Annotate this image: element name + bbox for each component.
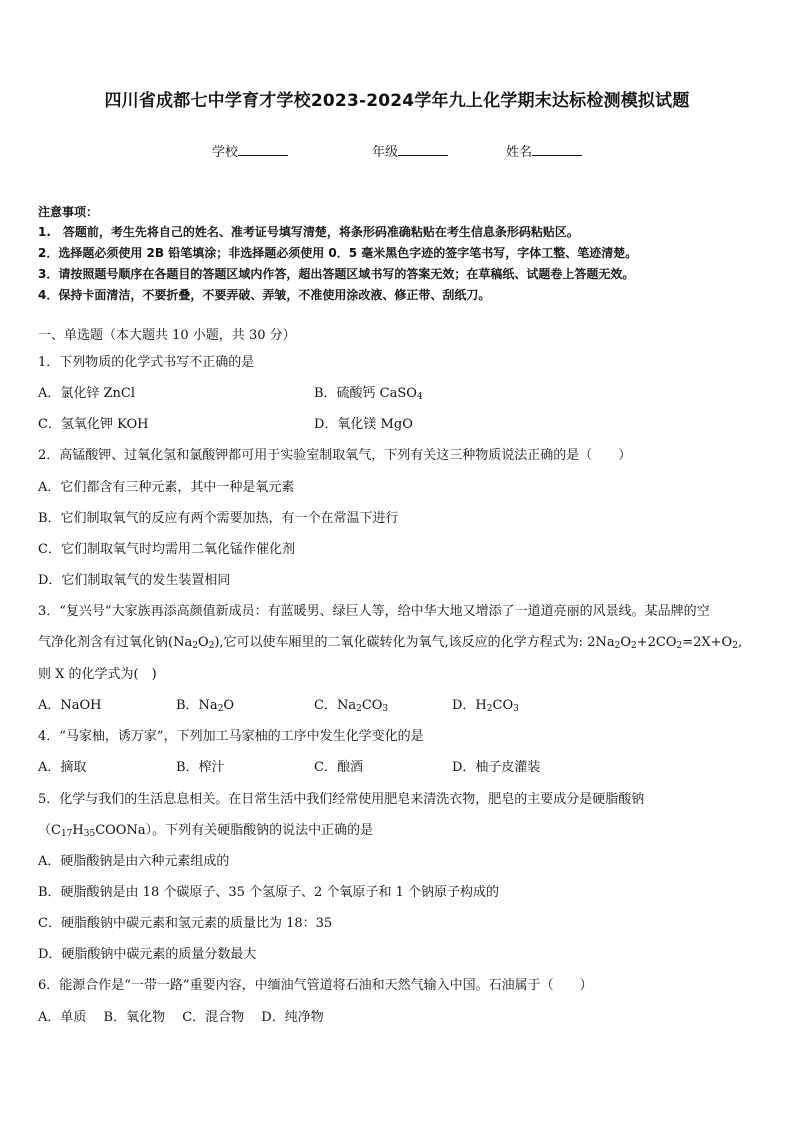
notice-item: 3．请按照题号顺序在各题目的答题区域内作答，超出答题区域书写的答案无效；在草稿纸、试题卷上答题无效。 [38,267,635,281]
question-5-stem-line2: $(C_{17}H_{35}COONa)$。下列有关硬脂酸钠的说法中正确的是 [38,823,374,839]
question-4-stem: 4．“马家柚，诱万家”，下列加工马家柚的工序中发生化学变化的是 [38,729,424,744]
name-blank[interactable] [532,143,582,156]
section-heading: 一、单选题（本大题共 10 小题，共 30 分） [38,328,296,343]
question-2-stem: 2．高锰酸钾、过氧化氢和氯酸钾都可用于实验室制取氧气，下列有关这三种物质说法正确的是（ ） [38,448,632,463]
question-1-option-c: C．氢氧化钾 KOH [38,417,149,432]
question-5-option-b: B．硬脂酸钠是由 18 个碳原子、35 个氢原子、2 个氧原子和 1 个钠原子构成的 [38,885,499,900]
question-4-option-c: C．酿酒 [314,760,363,775]
question-5-stem-line1: 5．化学与我们的生活息息相关。在日常生活中我们经常使用肥皂来清洗衣物，肥皂的主要成分是硬脂酸钠 [38,792,645,807]
grade-blank[interactable] [398,143,448,156]
question-2-option-a: A．它们都含有三种元素，其中一种是氧元素 [38,480,295,495]
question-3-stem-line1: 3．“复兴号”大家族再添高颜值新成员：有蓝暖男、绿巨人等，给中华大地又增添了一道道亮丽的风景线。某品牌的空 [38,604,710,619]
question-4-option-b: B．榨汁 [176,760,225,775]
question-2-option-b: B．它们制取氧气的反应有两个需要加热，有一个在常温下进行 [38,511,399,526]
exam-title: 四川省成都七中学育才学校2023-2024学年九上化学期末达标检测模拟试题 [104,91,690,111]
question-3-option-a: A．NaOH [38,698,102,713]
grade-label: 年级 [372,145,399,160]
school-field [212,141,288,160]
question-2-option-d: D．它们制取氧气的发生装置相同 [38,573,231,588]
question-3-stem-line3: 则 X 的化学式为( ) [38,667,157,682]
question-6-stem: 6．能源合作是“一带一路”重要内容，中缅油气管道将石油和天然气输入中国。石油属于（ ） [38,978,593,993]
question-3-option-c: C．$Na_2CO_3$ [314,698,389,714]
school-blank[interactable] [238,143,288,156]
question-5-option-d: D．硬脂酸钠中碳元素的质量分数最大 [38,947,257,962]
question-5-option-a: A．硬脂酸钠是由六种元素组成的 [38,854,230,869]
question-3-stem-line2: 气净化剂含有过氧化钠$(Na_2O_2)$,它可以使车厢里的二氧化碳转化为氧气,该反应的化学方程式为: $2Na_2O_2+2CO_2=2X+O_2$, [38,635,743,651]
question-1-option-b: B．硫酸钙 CaSO$_4$ [314,386,423,402]
question-1-option-d: D．氧化镁 MgO [314,417,413,432]
question-3-option-b: B．$Na_2O$ [176,698,235,714]
question-5-option-c: C．硬脂酸钠中碳元素和氢元素的质量比为 18：35 [38,916,333,931]
question-1-stem: 1．下列物质的化学式书写不正确的是 [38,355,255,370]
notice-item: 4．保持卡面清洁，不要折叠，不要弄破、弄皱，不准使用涂改液、修正带、刮纸刀。 [38,288,491,302]
question-4-option-a: A．摘取 [38,760,87,775]
question-6-options: A．单质 B．氧化物 C．混合物 D．纯净物 [38,1010,324,1025]
question-1-option-a: A．氯化锌 ZnCl [38,386,136,401]
notice-item: 1. 答题前，考生先将自己的姓名、准考证号填写清楚，将条形码准确粘贴在考生信息条形码粘贴区。 [38,225,579,239]
question-2-option-c: C．它们制取氧气时均需用二氧化锰作催化剂 [38,542,295,557]
grade-field [372,141,448,160]
notice-heading: 注意事项： [38,205,99,219]
notice-item: 2．选择题必须使用 2B 铅笔填涂；非选择题必须使用 0．5 毫米黑色字迹的签字笔书写，字体工整、笔迹清楚。 [38,246,638,260]
question-4-option-d: D．柚子皮灌装 [452,760,541,775]
question-3-option-d: D．$H_2CO_3$ [452,698,519,714]
name-label: 姓名 [506,145,533,160]
name-field [506,141,582,160]
school-label: 学校 [212,145,239,160]
